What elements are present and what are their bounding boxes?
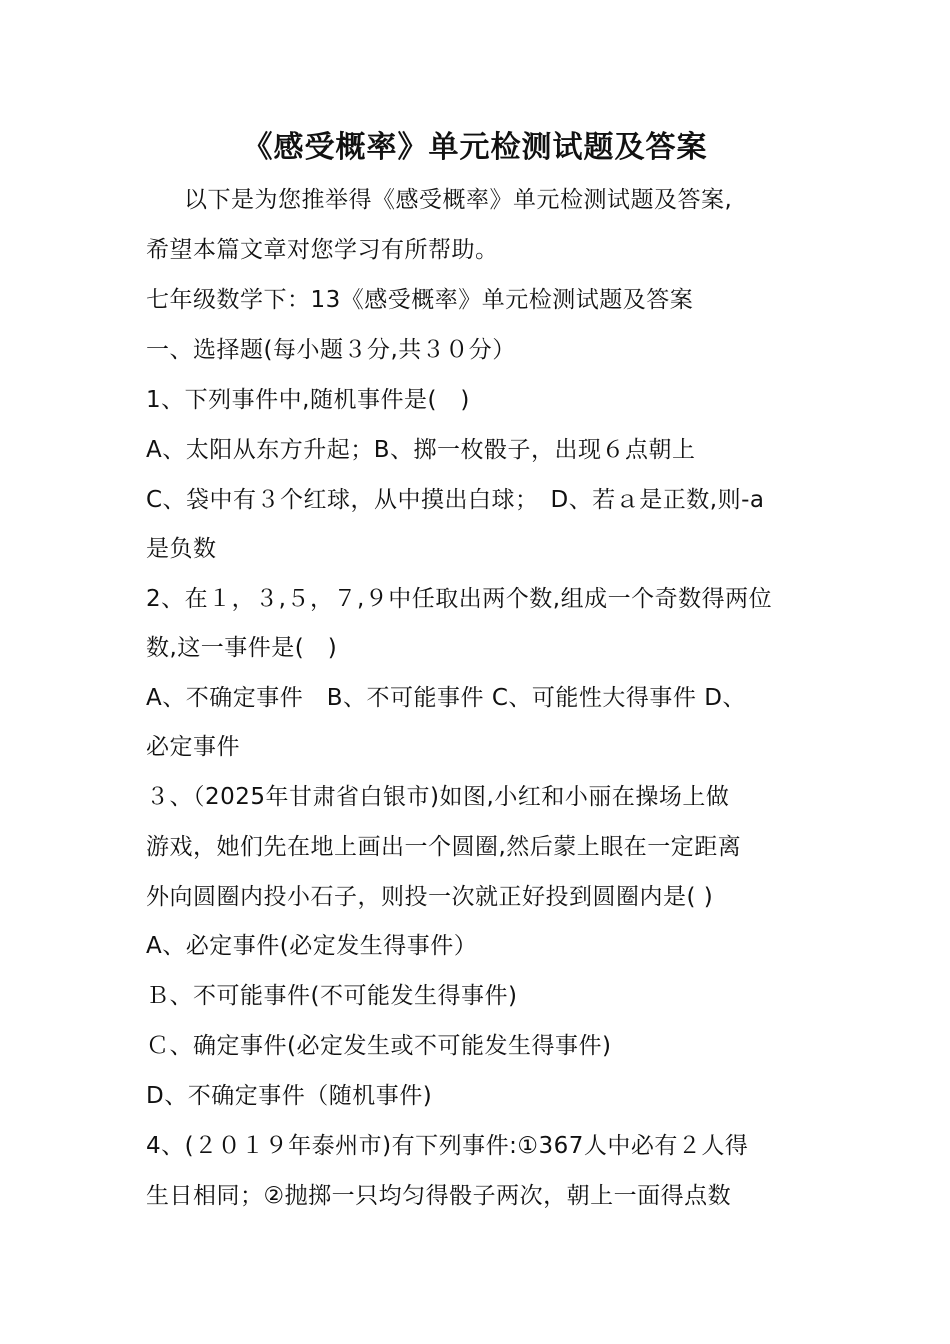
question-3: ３、（2025年甘肃省白银市)如图,小红和小丽在操场上做 (146, 784, 730, 810)
question-1-options-a: A、太阳从东方升起；B、掷一枚骰子，出现６点朝上 (146, 437, 696, 463)
question-3-option-b: Ｂ、不可能事件(不可能发生得事件) (146, 983, 518, 1009)
intro-line-2: 希望本篇文章对您学习有所帮助。 (146, 237, 499, 263)
question-3-option-c: Ｃ、确定事件(必定发生或不可能发生得事件) (146, 1033, 612, 1059)
question-2-cont: 数,这一事件是( ) (146, 635, 338, 661)
question-1-options-c: 是负数 (146, 536, 217, 562)
question-2-options-cont: 必定事件 (146, 734, 240, 760)
question-2: 2、在１，３,５，７,９中任取出两个数,组成一个奇数得两位 (146, 586, 773, 612)
question-4-cont: 生日相同；②抛掷一只均匀得骰子两次，朝上一面得点数 (146, 1183, 732, 1209)
section-heading: 一、选择题(每小题３分,共３０分） (146, 337, 516, 363)
question-4: 4、(２０１９年泰州市)有下列事件:①367人中必有２人得 (146, 1133, 749, 1159)
question-3-option-d: D、不确定事件（随机事件) (146, 1083, 433, 1109)
subtitle-line: 七年级数学下：13《感受概率》单元检测试题及答案 (146, 287, 694, 313)
question-2-options: A、不确定事件 B、不可能事件 C、可能性大得事件 D、 (146, 685, 746, 711)
question-3-option-a: A、必定事件(必定发生得事件） (146, 933, 478, 959)
intro-line-1: 以下是为您推举得《感受概率》单元检测试题及答案, (184, 187, 733, 213)
document-title: 《感受概率》单元检测试题及答案 (242, 130, 708, 165)
question-3-cont-2: 外向圆圈内投小石子，则投一次就正好投到圆圈内是( ) (146, 884, 714, 910)
question-1-options-b: C、袋中有３个红球，从中摸出白球； D、若ａ是正数,则-a (146, 487, 765, 513)
question-3-cont-1: 游戏，她们先在地上画出一个圆圈,然后蒙上眼在一定距离 (146, 834, 742, 860)
question-1: 1、下列事件中,随机事件是( ) (146, 387, 470, 413)
